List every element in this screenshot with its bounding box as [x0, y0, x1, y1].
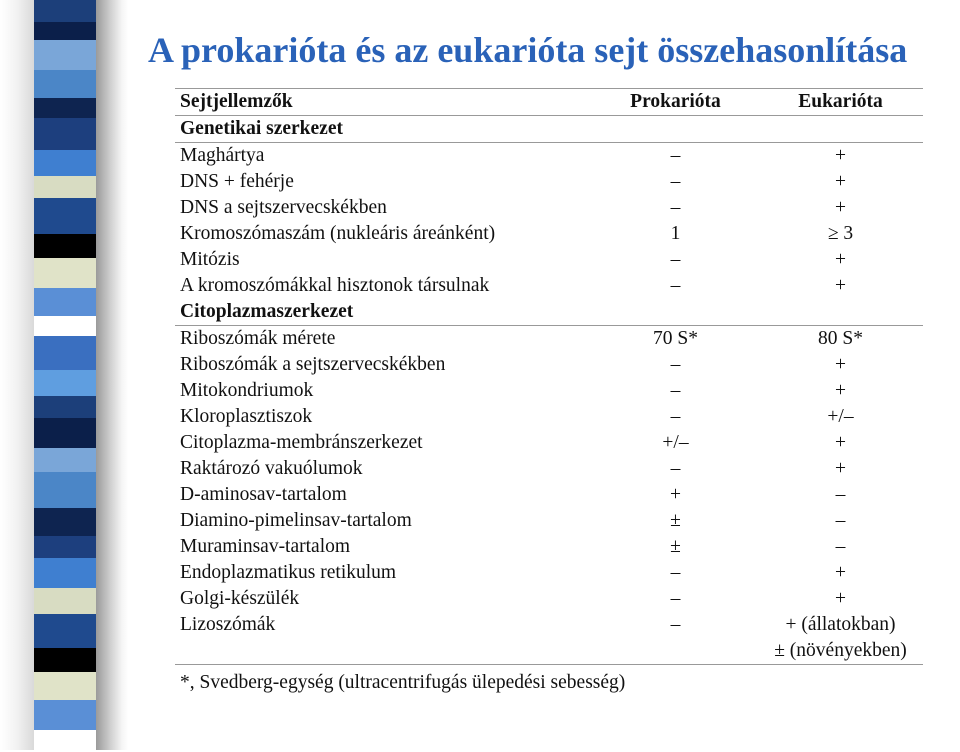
eukaryote-cell: + [835, 354, 846, 375]
table-row [175, 273, 923, 299]
sidebar-stripe [34, 472, 96, 508]
prokaryote-cell: – [670, 275, 681, 296]
eukaryote-cell: + [835, 458, 846, 479]
eukaryote-cell: – [835, 510, 846, 531]
table-row [175, 195, 923, 221]
header-feature: Sejtjellemzők [175, 89, 593, 116]
section-empty-cell [758, 116, 923, 143]
table-row [175, 143, 923, 170]
sidebar-stripe [34, 40, 96, 70]
section-title: Citoplazmaszerkezet [175, 299, 593, 326]
sidebar-stripe [34, 418, 96, 448]
feature-cell: Muraminsav-tartalom [180, 536, 351, 557]
eukaryote-cell: + [835, 171, 846, 192]
sidebar-stripe [34, 730, 96, 752]
prokaryote-cell: – [670, 354, 681, 375]
eukaryote-cell: + [835, 380, 846, 401]
table-row [175, 430, 923, 456]
eukaryote-cell: ≥ 3 [827, 223, 854, 244]
sidebar-stripe [34, 448, 96, 472]
eukaryote-cell: – [835, 484, 846, 505]
section-empty-cell [758, 299, 923, 326]
table-row [175, 169, 923, 195]
feature-cell: DNS a sejtszervecskékben [180, 197, 387, 218]
eukaryote-cell: + [835, 588, 846, 609]
sidebar-stripe [34, 558, 96, 588]
prokaryote-cell: 1 [670, 223, 681, 244]
eukaryote-cell: + [835, 562, 846, 583]
prokaryote-cell: – [670, 249, 681, 270]
table-body [175, 116, 923, 665]
feature-cell: Golgi-készülék [180, 588, 300, 609]
feature-cell: Mitokondriumok [180, 380, 314, 401]
eukaryote-cell: 80 S* [818, 328, 863, 349]
table-row [175, 326, 923, 353]
eukaryote-cell: +/– [827, 406, 854, 427]
eukaryote-cell: + [835, 275, 846, 296]
sidebar-stripe [34, 98, 96, 118]
prokaryote-cell: – [670, 588, 681, 609]
eukaryote-cell: + [835, 249, 846, 270]
sidebar-stripe [34, 118, 96, 150]
table-row [175, 586, 923, 612]
sidebar-stripe [34, 614, 96, 648]
table-row [175, 482, 923, 508]
section-row [175, 116, 923, 143]
prokaryote-cell: 70 S* [653, 328, 698, 349]
sidebar-stripe [34, 176, 96, 198]
prokaryote-cell: + [670, 484, 681, 505]
prokaryote-cell: – [670, 197, 681, 218]
table-row [175, 378, 923, 404]
feature-cell: Citoplazma-membránszerkezet [180, 432, 423, 453]
sidebar-stripe [34, 336, 96, 370]
prokaryote-cell: ± [670, 536, 681, 557]
feature-cell: D-aminosav-tartalom [180, 484, 347, 505]
sidebar-stripe [34, 0, 96, 22]
prokaryote-cell: – [670, 145, 681, 166]
sidebar-stripe [34, 396, 96, 418]
prokaryote-cell: – [670, 406, 681, 427]
section-row [175, 299, 923, 326]
sidebar-stripe [34, 536, 96, 558]
sidebar-shadow [96, 0, 128, 750]
feature-cell: Kloroplasztiszok [180, 406, 313, 427]
sidebar-stripe [34, 258, 96, 288]
section-empty-cell [593, 116, 758, 143]
feature-cell: Raktározó vakuólumok [180, 458, 363, 479]
sidebar-stripe [34, 70, 96, 98]
table-row [175, 612, 923, 665]
eukaryote-cell-line: ± (növényekben) [774, 640, 907, 661]
eukaryote-cell: – [835, 536, 846, 557]
sidebar-stripe [34, 588, 96, 614]
sidebar-stripe [34, 672, 96, 700]
section-title: Genetikai szerkezet [175, 116, 593, 143]
prokaryote-cell: – [670, 171, 681, 192]
sidebar-stripe [34, 508, 96, 536]
decorative-sidebar [0, 0, 128, 750]
comparison-table [175, 88, 923, 665]
feature-cell: Maghártya [180, 145, 265, 166]
sidebar-stripe [34, 198, 96, 234]
table-row [175, 560, 923, 586]
eukaryote-cell: + [835, 145, 846, 166]
sidebar-stripe [34, 316, 96, 336]
feature-cell: Riboszómák a sejtszervecskékben [180, 354, 446, 375]
header-prokaryote: Prokarióta [593, 89, 758, 116]
sidebar-stripes [34, 0, 96, 750]
sidebar-stripe [34, 288, 96, 316]
prokaryote-cell: – [593, 612, 758, 665]
table-row [175, 508, 923, 534]
slide-title: A prokarióta és az eukarióta sejt összehasonlítása [148, 30, 908, 70]
prokaryote-cell: ± [670, 510, 681, 531]
sidebar-left-shade [0, 0, 34, 750]
eukaryote-cell: + [835, 197, 846, 218]
sidebar-stripe [34, 150, 96, 176]
table-row [175, 456, 923, 482]
section-empty-cell [593, 299, 758, 326]
feature-cell: DNS + fehérje [180, 171, 294, 192]
sidebar-stripe [34, 370, 96, 396]
feature-cell: Riboszómák mérete [180, 328, 336, 349]
table-row [175, 534, 923, 560]
feature-cell: A kromoszómákkal hisztonok társulnak [180, 275, 490, 296]
prokaryote-cell: +/– [662, 432, 689, 453]
sidebar-stripe [34, 234, 96, 258]
table-header-row [175, 89, 923, 116]
table-row [175, 221, 923, 247]
prokaryote-cell: – [670, 380, 681, 401]
feature-cell: Diamino-pimelinsav-tartalom [180, 510, 412, 531]
sidebar-stripe [34, 22, 96, 40]
comparison-table-container [175, 88, 923, 665]
eukaryote-cell: + [835, 432, 846, 453]
eukaryote-cell-line: + (állatokban) [785, 614, 896, 635]
table-row [175, 404, 923, 430]
prokaryote-cell: – [670, 562, 681, 583]
eukaryote-cell [758, 612, 923, 665]
header-eukaryote: Eukarióta [758, 89, 923, 116]
feature-cell: Kromoszómaszám (nukleáris áreánként) [180, 223, 496, 244]
feature-cell: Lizoszómák [175, 612, 593, 665]
sidebar-stripe [34, 648, 96, 672]
feature-cell: Endoplazmatikus retikulum [180, 562, 397, 583]
table-row [175, 247, 923, 273]
prokaryote-cell: – [670, 458, 681, 479]
feature-cell: Mitózis [180, 249, 240, 270]
footnote: *, Svedberg-egység (ultracentrifugás ülepedési sebesség) [180, 672, 626, 693]
sidebar-stripe [34, 700, 96, 730]
table-row [175, 352, 923, 378]
